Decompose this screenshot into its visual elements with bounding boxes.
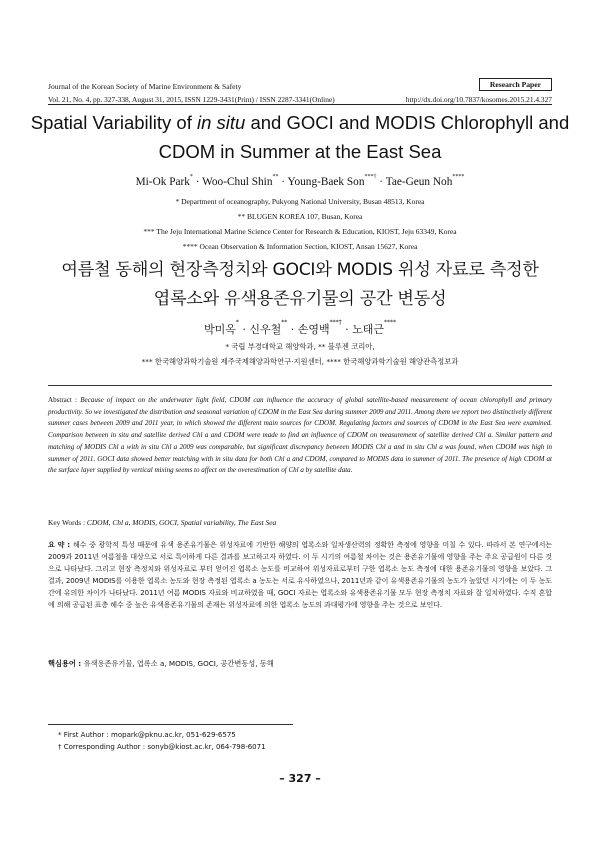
author-mark: * [189, 174, 193, 180]
journal-name: Journal of the Korean Society of Marine Environment & Safety [48, 82, 242, 91]
title-line-2: CDOM in Summer at the East Sea [158, 141, 442, 162]
korean-title-line-1: 여름철 동해의 현장측정치와 GOCI와 MODIS 위성 자료로 측정한 [61, 260, 539, 280]
author-mark: ** [281, 319, 288, 326]
affiliation: ** BLUGEN KOREA 107, Busan, Korea [237, 212, 363, 221]
korean-affiliation: * 국립 부경대학교 해양학과, ** 블루젠 코리아, [225, 342, 375, 351]
abstract-text: Because of impact on the underwater light field, CDOM can influence the accuracy of global satellite-based measurement of ocean chlorophyll and primary productivity. So we investigated the distribution and seasonal variation of CDOM in the East Sea during summer 2009 and 2011. Among them we report two distinctively different summer cases between 2009 and 2011 year, in which showed the different main sources for CDOM. Regulating factors and sources of CDOM in the East Sea were examined. Comparison between in situ and satellite derived Chl a and CDOM were made to find an influence of CDOM on measurement of satellite derived Chl a. Similar pattern and matching of MODIS Chl a with in situ Chl a 2009 was comparable, but significant discrepancy between MODIS Chl a and in situ Chl a was found, when CDOM was high in summer of 2011. GOCI data showed better matching with in situ data for both Chl a and CDOM, compared to MODIS data in summer of 2011. The presence of high CDOM at the surface layer supplied by vertical mixing seems to affect on the overestimation of Chl a by satellite data. [48, 396, 552, 475]
korean-keywords-label: 핵심용어 : [48, 659, 84, 668]
author-list: Mi-Ok Park* · Woo-Chul Shin** · Young-Baek Son***† · Tae-Geun Noh**** [135, 174, 465, 188]
affiliation: *** The Jeju International Marine Science Center for Research & Education, KIOST, Jeju 63349, Korea [143, 227, 457, 236]
abstract-label: Abstract : [48, 396, 81, 404]
korean-author-list: 박미옥* · 신우철** · 손영백***† · 노태근**** [203, 319, 397, 336]
keywords-label: Key Words : [48, 518, 87, 527]
korean-abstract-label: 요 약 : [48, 540, 73, 549]
article-type-badge: Research Paper [479, 78, 552, 91]
author-mark: ***† [329, 319, 342, 326]
paper-title [30, 108, 570, 166]
korean-title-line-2: 엽록소와 유색용존유기물의 공간 변동성 [153, 289, 447, 309]
doi-link[interactable]: http://dx.doi.org/10.7837/kosomes.2015.21.4.327 [405, 95, 552, 104]
header-divider [48, 104, 552, 105]
korean-affiliation: *** 한국해양과학기술원 제주국제해양과학연구·지원센터, **** 한국해양과학기술원 해양관측정보과 [141, 357, 459, 366]
footnote-corresponding-author: † Corresponding Author : sonyb@kiost.ac.kr, 064-798-6071 [58, 743, 266, 751]
title-italic: in situ [197, 112, 246, 133]
korean-author-name: 손영백 [297, 323, 330, 336]
section-divider [48, 385, 552, 386]
author-mark: **** [452, 174, 465, 180]
author-name: Mi-Ok Park [135, 176, 190, 188]
page-number: – 327 – [279, 772, 321, 785]
title-part-2: and GOCI and MODIS Chlorophyll and [245, 112, 570, 133]
keywords [48, 518, 552, 527]
affiliation: **** Ocean Observation & Information Section, KIOST, Ansan 15627, Korea [182, 242, 418, 251]
volume-info: Vol. 21, No. 4, pp. 327-338, August 31, 2015, ISSN 1229-3431(Print) / ISSN 2287-3341(Online) [48, 95, 335, 104]
author-mark: ***† [364, 174, 377, 180]
korean-title [30, 256, 570, 314]
korean-author-name: 노태근 [352, 323, 385, 336]
korean-abstract [48, 539, 552, 610]
korean-abstract-text: 해수 중 광학적 특성 때문에 유색 용존유기물은 위성자료에 기반한 해양의 엽록소와 일차생산력의 정확한 측정에 영향을 미칠 수 있다. 따라서 본 연구에서는 2009과 2011년 여름철을 대상으로 서로 특이하게 다른 결과를 보고하고자 하였다. 이 두 시기의 여름철 차이는 것은 용존유기물에 영향을 주는 주요 공급원이 다른 것으로 나타났다. 그리고 현장 측정치와 위성자료로 부터 얻어진 엽록소 농도를 비교하여 위성자료로부터 구한 엽록소 농도 측정에 대한 용존유기물의 영향을 보았다. 그 결과, 2009년 MODIS를 이용한 엽록소 농도와 현장 측정된 엽록소 a 농도는 서로 유사하였으나, 2011년과 같이 유색용존유기물의 농도가 높았던 시기에는 이 두 농도 간에 유의한 차이가 나타났다. 2011년 여름 MODIS 자료와 비교하였을 때, GOCI 자료는 엽록소와 유색용존유기물 모두 현장 측정치 자료와 잘 일치하였다. 수직 혼합에 의해 공급된 표층 해수 중 높은 유색용존유기물의 존재는 위성자료에 의한 엽록소 농도의 과대평가에 영향을 주는 것으로 보인다. [48, 540, 552, 609]
title-part-1: Spatial Variability of [30, 112, 197, 133]
author-mark: ** [272, 174, 279, 180]
keywords-text: CDOM, Chl a, MODIS, GOCI, Spatial variability, The East Sea [86, 518, 277, 527]
footnote-divider [48, 724, 293, 725]
author-name: Woo-Chul Shin [202, 176, 273, 188]
author-mark: * [235, 319, 239, 326]
affiliation: * Department of oceanography, Pukyong National University, Busan 48513, Korea [175, 197, 425, 206]
footnote-first-author: * First Author : mopark@pknu.ac.kr, 051-629-6575 [58, 731, 236, 739]
korean-author-name: 박미옥 [203, 323, 236, 336]
author-name: Young-Baek Son [287, 176, 365, 188]
author-name: Tae-Geun Noh [385, 176, 453, 188]
abstract [48, 395, 552, 477]
korean-keywords-text: 유색용존유기물, 엽록소 a, MODIS, GOCI, 공간변동성, 동해 [83, 659, 274, 668]
korean-author-name: 신우철 [249, 323, 282, 336]
korean-keywords [48, 659, 552, 669]
author-mark: **** [384, 319, 397, 326]
